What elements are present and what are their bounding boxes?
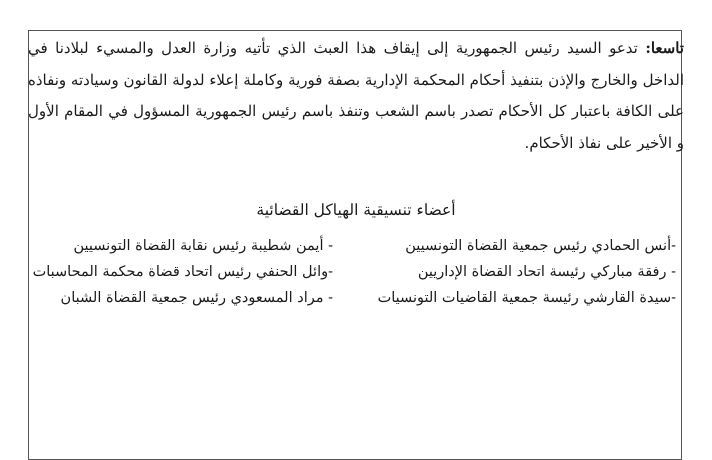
member-ayman-chtiba: - أيمن شطيبة رئيس نقابة القضاة التونسيين xyxy=(73,238,333,254)
document-body xyxy=(28,33,684,309)
paragraph-lead: تاسعا: xyxy=(645,39,684,57)
member-mourad-masoudi: - مراد المسعودي رئيس جمعية القضاة الشبان xyxy=(60,290,333,306)
member-wael-hanafi: -وائل الحنفي رئيس اتحاد قضاة محكمة المحاسبات xyxy=(32,264,333,280)
member-anas-hammadi: -أنس الحمادي رئيس جمعية القضاة التونسيين xyxy=(405,238,676,254)
signatories-list xyxy=(28,235,684,309)
member-rafka-mbarki: - رفقة مباركي رئيسة اتحاد القضاة الإداريين xyxy=(417,264,676,280)
paragraph-text: تدعو السيد رئيس الجمهورية إلى إيقاف هذا العبث الذي تأتيه وزارة العدل والمسيء لبلادنا في الداخل والخارج والإذن بتنفيذ أحكام المحكمة الإدارية بصفة فورية وكاملة إعلاء لدولة القانون وسيادته ونفاذه على الكافة باعتبار كل الأحكام تصدر باسم الشعب وتنفذ باسم رئيس الجمهورية المسؤول في المقام الأول و الأخير على نفاذ الأحكام. xyxy=(28,39,684,152)
member-saida-karchi: -سيدة القارشي رئيسة جمعية القاضيات التونسيات xyxy=(377,290,676,306)
signatories-heading: أعضاء تنسيقية الهياكل القضائية xyxy=(256,201,456,219)
statement-paragraph xyxy=(28,33,684,159)
